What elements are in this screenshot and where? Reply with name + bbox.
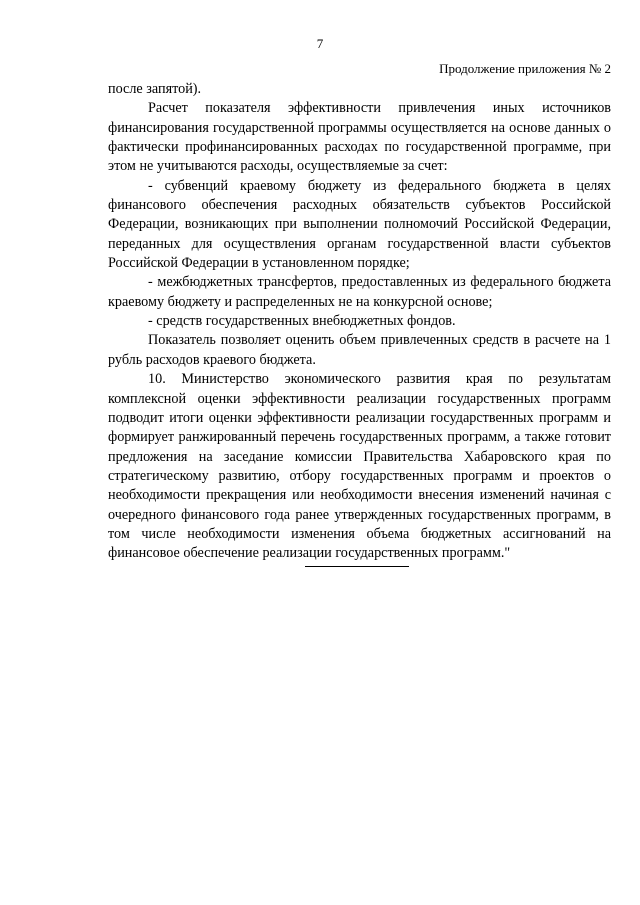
paragraph-indicator: Показатель позволяет оценить объем привлеченных средств в расчете на 1 рубль расходов краевого бюджета. <box>108 332 611 368</box>
page-number: 7 <box>316 36 324 51</box>
end-of-document-rule <box>305 566 409 567</box>
list-item-transfers: - межбюджетных трансфертов, предоставленных из федерального бюджета краевому бюджету и распределенных не на конкурсной основе; <box>108 274 611 310</box>
list-item-extrabudgetary-funds: - средств государственных внебюджетных фондов. <box>148 313 456 330</box>
appendix-continuation-note: Продолжение приложения № 2 <box>439 61 611 76</box>
list-item-subventions: - субвенций краевому бюджету из федерального бюджета в целях финансового обеспечения расходных обязательств субъектов Российской Федерации, возникающих при выполнении полномочий Российской Федерации, переданных для осуществления органам государственной власти субъектов Российской Федерации в установленном порядке; <box>108 177 611 272</box>
paragraph-calculation: Расчет показателя эффективности привлечения иных источников финансирования государственной программы осуществляется на основе данных о фактически профинансированных расходах по государственной программе, при этом не учитываются расходы, осуществляемые за счет: <box>108 100 611 175</box>
paragraph-continuation: после запятой). <box>108 81 202 97</box>
paragraph-item-10: 10. Министерство экономического развития края по результатам комплексной оценки эффективности реализации государственных программ подводит итоги оценки эффективности реализации государственных программ и формирует ранжированный перечень государственных программ, а также готовит предложения на заседание комиссии Правительства Хабаровского края по стратегическому развитию, отбору государственных программ и проектов о необходимости прекращения или необходимости внесения изменений начиная с очередного финансового года ранее утвержденных государственных программ, в том числе необходимости изменения объема бюджетных ассигнований на финансовое обеспечение реализации государственных программ." <box>108 371 611 562</box>
document-body <box>108 80 611 564</box>
